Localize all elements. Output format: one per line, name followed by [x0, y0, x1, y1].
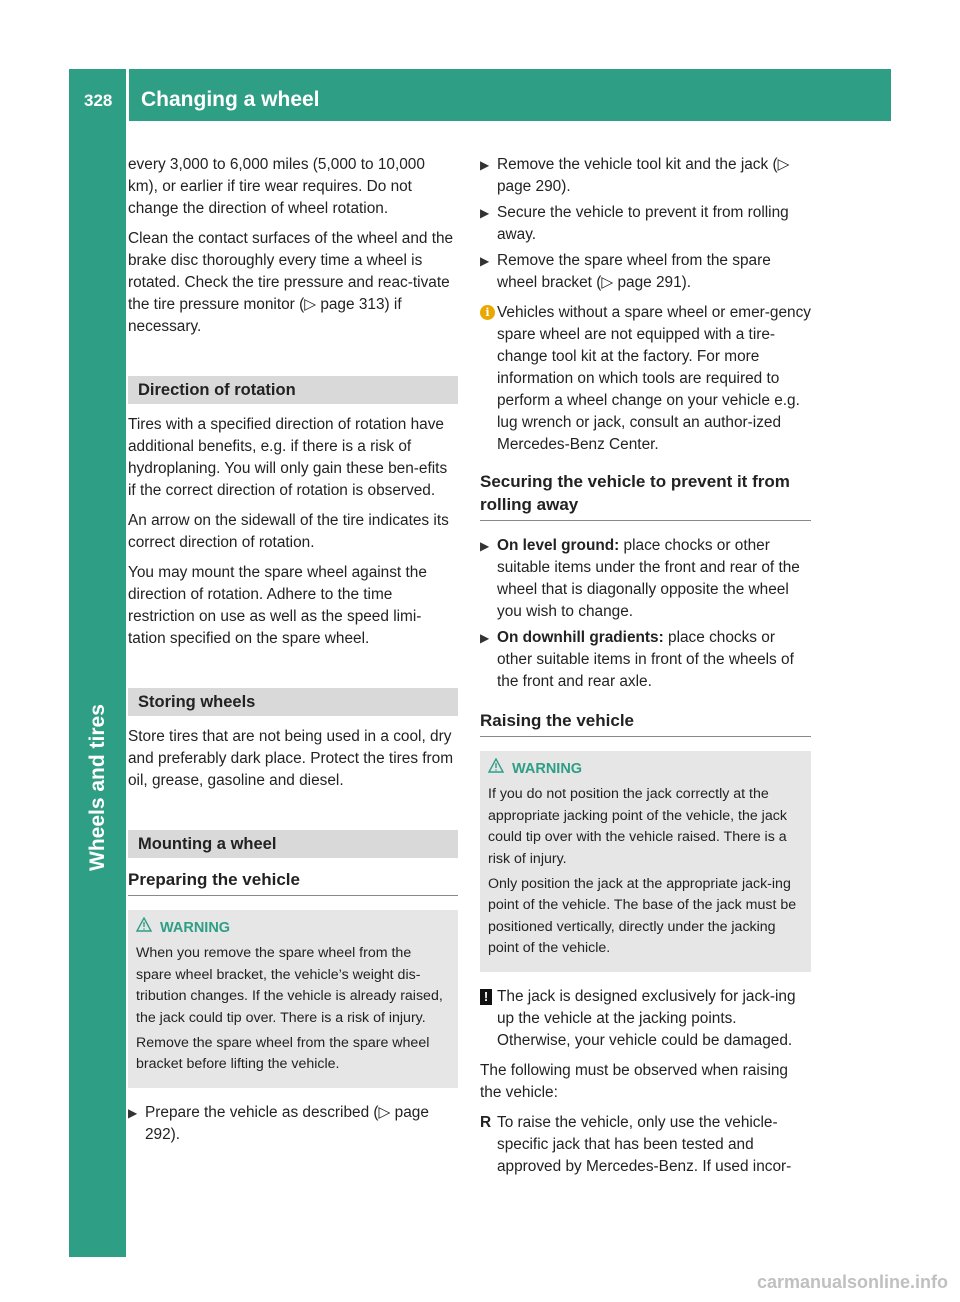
intro-paragraph-2: Clean the contact surfaces of the wheel and the brake disc thoroughly every time a wheel is rotated. Check the tire pressure and reac-tivate the tire pressure monitor (▷ page 313) if necessary.	[128, 230, 454, 335]
warning-box	[480, 751, 811, 972]
step-arrow-icon: ▶	[480, 539, 490, 553]
intro-paragraph-1: every 3,000 to 6,000 miles (5,000 to 10,000 km), or earlier if tire wear requires. Do not change the direction of wheel rotation.	[128, 156, 425, 217]
warning-triangle-icon	[488, 758, 504, 780]
page-header	[69, 69, 891, 121]
warning-paragraph-1: If you do not position the jack correctly at the appropriate jacking point of the vehicle, the jack could tip over with the vehicle raised. There is a risk of injury.	[488, 786, 787, 867]
raising-paragraph: The following must be observed when raising the vehicle:	[480, 1061, 788, 1101]
warning-triangle-icon	[136, 917, 152, 939]
warning-title: WARNING	[512, 761, 583, 777]
direction-paragraph-1: Tires with a specified direction of rotation have additional benefits, e.g. if there is a risk of hydroplaning. You will only gain these ben-efits if the correct direction of rotation is observed.	[128, 416, 448, 499]
exclamation-icon: !	[480, 989, 492, 1005]
left-column	[128, 154, 458, 1150]
page-number: 328	[84, 91, 113, 110]
header-divider	[126, 69, 129, 121]
section-heading-mounting: Mounting a wheel	[128, 830, 458, 858]
warning-title: WARNING	[160, 920, 231, 936]
section-heading-storing: Storing wheels	[128, 688, 458, 716]
bullet-r-icon: R	[480, 1113, 492, 1131]
step-arrow-icon: ▶	[128, 1105, 138, 1120]
instruction-step: ▶ On level ground: place chocks or other suitable items under the front and rear of the wheel that is diagonally opposite the wheel you wish to change.	[480, 537, 800, 620]
direction-paragraph-3: You may mount the spare wheel against the direction of rotation. Adhere to the time restriction on use as well as the speed limi-tation specified on the spare wheel.	[128, 564, 427, 647]
instruction-step: ▶ On downhill gradients: place chocks or other suitable items in front of the wheels of the front and rear axle.	[480, 629, 794, 690]
instruction-step: ▶ Secure the vehicle to prevent it from rolling away.	[480, 204, 789, 243]
subheading-securing: Securing the vehicle to prevent it from rolling away	[480, 470, 811, 521]
watermark: carmanualsonline.info	[756, 1272, 948, 1292]
section-heading-direction: Direction of rotation	[128, 376, 458, 404]
side-tab	[69, 121, 126, 1257]
instruction-step: ▶ Prepare the vehicle as described (▷ page 292).	[128, 1103, 429, 1143]
step-arrow-icon: ▶	[480, 254, 490, 268]
side-tab-label: Wheels and tires	[86, 704, 109, 871]
direction-paragraph-2: An arrow on the sidewall of the tire indicates its correct direction of rotation.	[128, 512, 449, 551]
side-tab-footer	[69, 1192, 126, 1257]
instruction-step: ▶ Remove the vehicle tool kit and the jack (▷ page 290).	[480, 156, 790, 195]
page-title: Changing a wheel	[141, 88, 320, 111]
warning-box	[128, 910, 458, 1088]
bullet-item: R To raise the vehicle, only use the vehicle-specific jack that has been tested and approved by Mercedes-Benz. If used incor-	[480, 1113, 792, 1175]
instruction-step: ▶ Remove the spare wheel from the spare wheel bracket (▷ page 291).	[480, 252, 771, 291]
info-icon: i	[480, 305, 495, 320]
step-arrow-icon: ▶	[480, 206, 490, 220]
step-arrow-icon: ▶	[480, 158, 490, 172]
caution-note: ! The jack is designed exclusively for jack-ing up the vehicle at the jacking points. Otherwise, your vehicle could be damaged.	[480, 986, 811, 1052]
subheading-preparing: Preparing the vehicle	[128, 868, 458, 896]
warning-paragraph-2: Only position the jack at the appropriate jack-ing point of the vehicle. The base of the jack must be positioned vertically, directly under the jacking point of the vehicle.	[488, 876, 797, 957]
warning-paragraph-2: Remove the spare wheel from the spare wheel bracket before lifting the vehicle.	[136, 1035, 430, 1073]
subheading-raising: Raising the vehicle	[480, 709, 811, 737]
storing-paragraph: Store tires that are not being used in a cool, dry and preferably dark place. Protect the tires from oil, grease, gasoline and diesel.	[128, 728, 454, 789]
right-column	[480, 154, 811, 1178]
info-note: i Vehicles without a spare wheel or emer-gency spare wheel are not equipped with a tire-change tool kit at the factory. For more information on which tools are required to perform a wheel change on your vehicle e.g. lug wrench or jack, consult an author-ized Mercedes-Benz Center.	[480, 302, 811, 456]
warning-paragraph-1: When you remove the spare wheel from the spare wheel bracket, the vehicle’s weight dis-tribution changes. If the vehicle is already raised, the jack could tip over. There is a risk of injury.	[136, 945, 443, 1026]
step-arrow-icon: ▶	[480, 631, 490, 645]
